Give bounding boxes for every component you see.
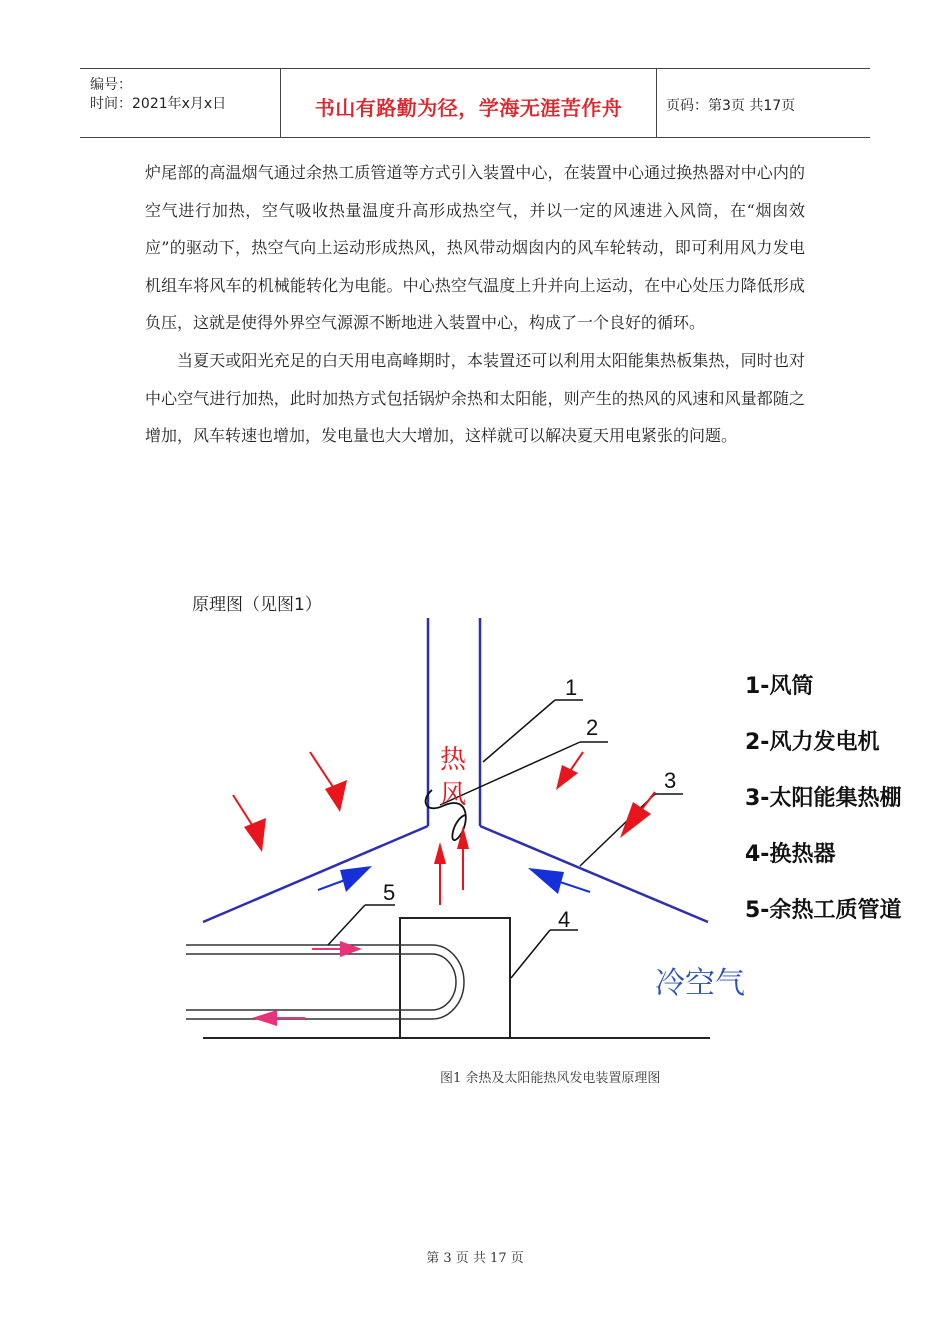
label-number-5: 5 [383, 880, 396, 905]
label-number-2: 2 [586, 715, 599, 740]
page-footer: 第 3 页 共 17 页 [426, 1251, 524, 1266]
time-label: 时间：2021年x月x日 [90, 96, 227, 112]
header-motto: 书山有路勤为径，学海无涯苦作舟 [314, 96, 623, 120]
legend-item-1: 1-风筒 [745, 674, 814, 699]
body-text [145, 154, 805, 455]
paragraph-2: 当夏天或阳光充足的白天用电高峰期时，本装置还可以利用太阳能集热板集热，同时也对中心空气进行加热，此时加热方式包括锅炉余热和太阳能，则产生的热风的风速和风量都随之增加，风车转速也增加，发电量也大大增加，这样就可以解决夏天用电紧张的问题。 [145, 350, 805, 446]
hot-air-label-1: 热 [440, 745, 467, 775]
waste-heat-pipe [186, 945, 464, 1019]
header-mid-cell [280, 69, 657, 137]
hot-air-up-arrows [434, 826, 469, 905]
number-label: 编号： [90, 77, 132, 93]
header-right-cell [656, 69, 870, 137]
principle-diagram [160, 605, 940, 1055]
hot-air-label-2: 风 [440, 780, 467, 810]
legend-item-5: 5-余热工质管道 [745, 898, 902, 923]
legend-item-3: 3-太阳能集热棚 [745, 786, 902, 811]
label-number-3: 3 [664, 768, 677, 793]
cold-air-arrows [318, 866, 590, 894]
header-table [80, 68, 870, 138]
figure-caption: 图1 余热及太阳能热风发电装置原理图 [440, 1071, 661, 1086]
legend [745, 673, 901, 923]
figure-title: 原理图（见图1） [192, 595, 322, 615]
header-left-cell [80, 69, 280, 137]
heat-exchanger-box [400, 918, 510, 1038]
label-number-4: 4 [558, 907, 571, 932]
page-info: 页码：第3页 共17页 [666, 98, 796, 114]
leader-lines [328, 700, 683, 978]
legend-item-4: 4-换热器 [745, 842, 836, 867]
label-number-1: 1 [565, 675, 578, 700]
legend-item-2: 2-风力发电机 [745, 730, 880, 755]
cold-air-label: 冷空气 [655, 966, 745, 1001]
paragraph-1: 炉尾部的高温烟气通过余热工质管道等方式引入装置中心，在装置中心通过换热器对中心内的空气进行加热，空气吸收热量温度升高形成热空气，并以一定的风速进入风筒，在“烟囱效应”的驱动下，热空气向上运动形成热风，热风带动烟囱内的风车轮转动，即可利用风力发电机组车将风车的机械能转化为电能。中心热空气温度上升并向上运动，在中心处压力降低形成负压，这就是使得外界空气源源不断地进入装置中心，构成了一个良好的循环。 [145, 163, 805, 333]
